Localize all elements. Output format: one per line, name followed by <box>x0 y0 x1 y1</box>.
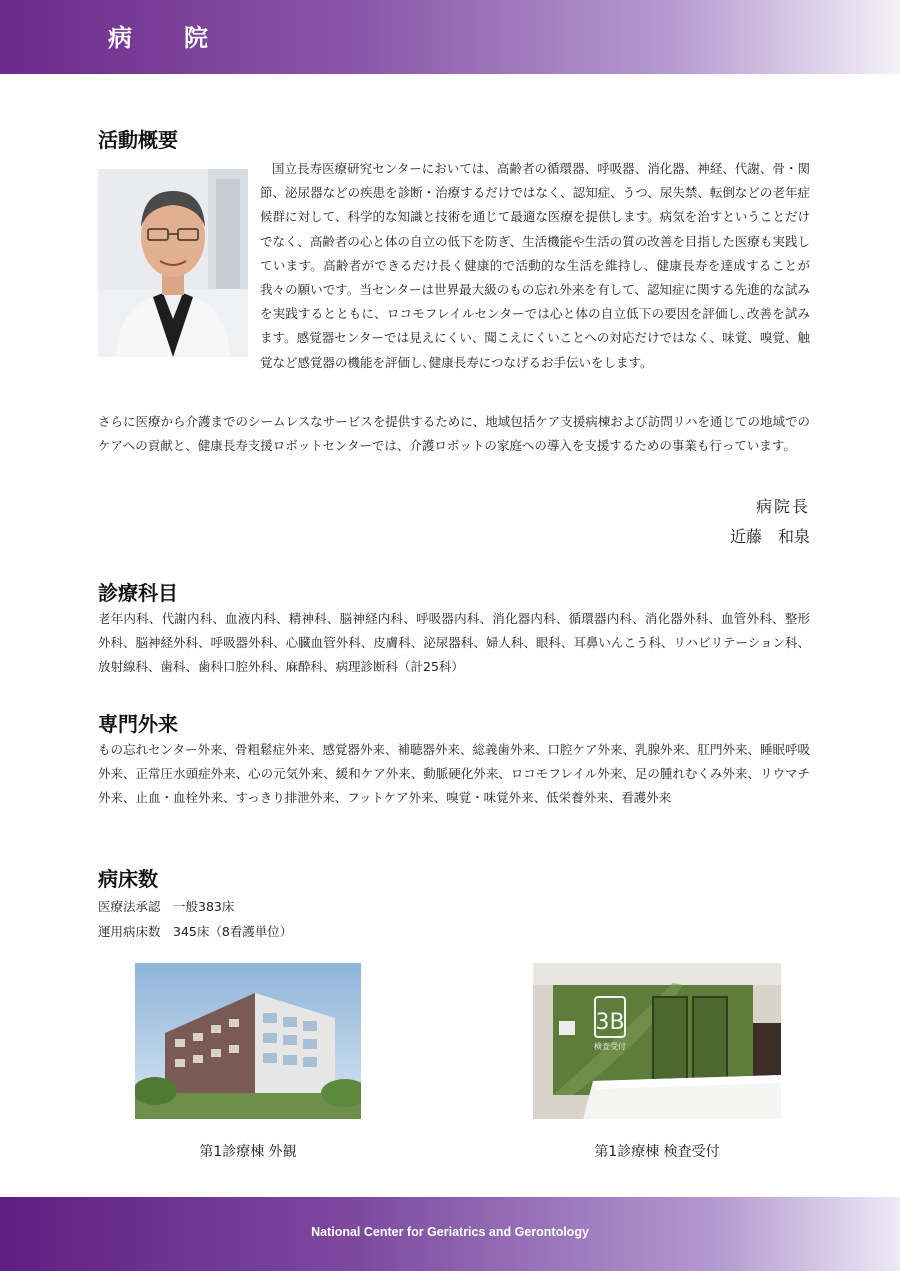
beds-approved: 医療法承認 一般383床 <box>98 899 235 914</box>
building-caption: 第1診療棟 外観 <box>199 1144 297 1160</box>
activity-paragraph-2: さらに医療から介護までのシームレスなサービスを提供するために、地域包括ケア支援病棟および訪問リハを通じての地域でのケアへの貢献と、健康長寿支援ロボットセンターでは、介護ロボットの家庭への導入を支援するための事業も行っています。 <box>98 414 810 454</box>
building-photo <box>135 963 361 1123</box>
section-title-beds: 病床数 <box>98 867 158 891</box>
header-banner <box>0 0 900 74</box>
activity-intro <box>98 157 810 375</box>
director-photo <box>98 169 248 357</box>
beds-operational: 運用病床数 345床（8看護単位） <box>98 924 293 939</box>
departments-text: 老年内科、代謝内科、血液内科、精神科、脳神経内科、呼吸器内科、消化器内科、循環器内科、消化器外科、血管外科、整形外科、脳神経外科、呼吸器外科、心臓血管外科、皮膚科、泌尿器科、婦人科、眼科、耳鼻いんこう科、リハビリテーション科、放射線科、歯科、歯科口腔外科、麻酔科、病理診断科（計25科） <box>98 611 810 675</box>
footer-banner <box>0 1197 900 1271</box>
signature-name: 近藤 和泉 <box>729 527 810 546</box>
reception-photo <box>533 963 781 1123</box>
section-title-departments: 診療科目 <box>98 581 178 605</box>
reception-sign: 3B <box>595 1010 625 1035</box>
section-title-specialty: 専門外来 <box>98 712 178 736</box>
reception-caption: 第1診療棟 検査受付 <box>594 1144 720 1160</box>
activity-paragraph-1: 国立長寿医療研究センターにおいては、高齢者の循環器、呼吸器、消化器、神経、代謝、骨・関節、泌尿器などの疾患を診断・治療するだけではなく、認知症、うつ、尿失禁、転倒などの老年症候群に対して、科学的な知識と技術を通じて最適な医療を提供します。病気を治すということだけでなく、高齢者の心と体の自立の低下を防ぎ、生活機能や生活の質の改善を目指した医療も実践しています。高齢者ができるだけ長く健康的で活動的な生活を維持し、健康長寿を達成することが我々の願いです。当センターは世界最大級のもの忘れ外来を有して、認知症に関する先進的な試みを実践するとともに、ロコモフレイルセンターでは心と体の自立低下の要因を評価し､改善を試みます。感覚器センターでは見えにくい、聞こえにくいことへの対応だけではなく、味覚、嗅覚、触覚など感覚器の機能を評価し､健康長寿につなげるお手伝いをします。 <box>260 161 810 370</box>
page-title: 病 院 <box>108 24 222 52</box>
specialty-text: もの忘れセンター外来、骨粗鬆症外来、感覚器外来、補聴器外来、総義歯外来、口腔ケア外来、乳腺外来、肛門外来、睡眠呼吸外来、正常圧水頭症外来、心の元気外来、緩和ケア外来、動脈硬化外来、ロコモフレイル外来、足の腫れむくみ外来、リウマチ外来、止血・血栓外来、すっきり排泄外来、フットケア外来、嗅覚・味覚外来、低栄養外来、看護外来 <box>98 742 811 806</box>
footer-organization: National Center for Geriatrics and Gerontology <box>311 1225 589 1239</box>
section-title-activity: 活動概要 <box>98 128 178 152</box>
reception-sign-sub: 検査受付 <box>594 1042 626 1051</box>
signature-title: 病院長 <box>755 497 810 516</box>
